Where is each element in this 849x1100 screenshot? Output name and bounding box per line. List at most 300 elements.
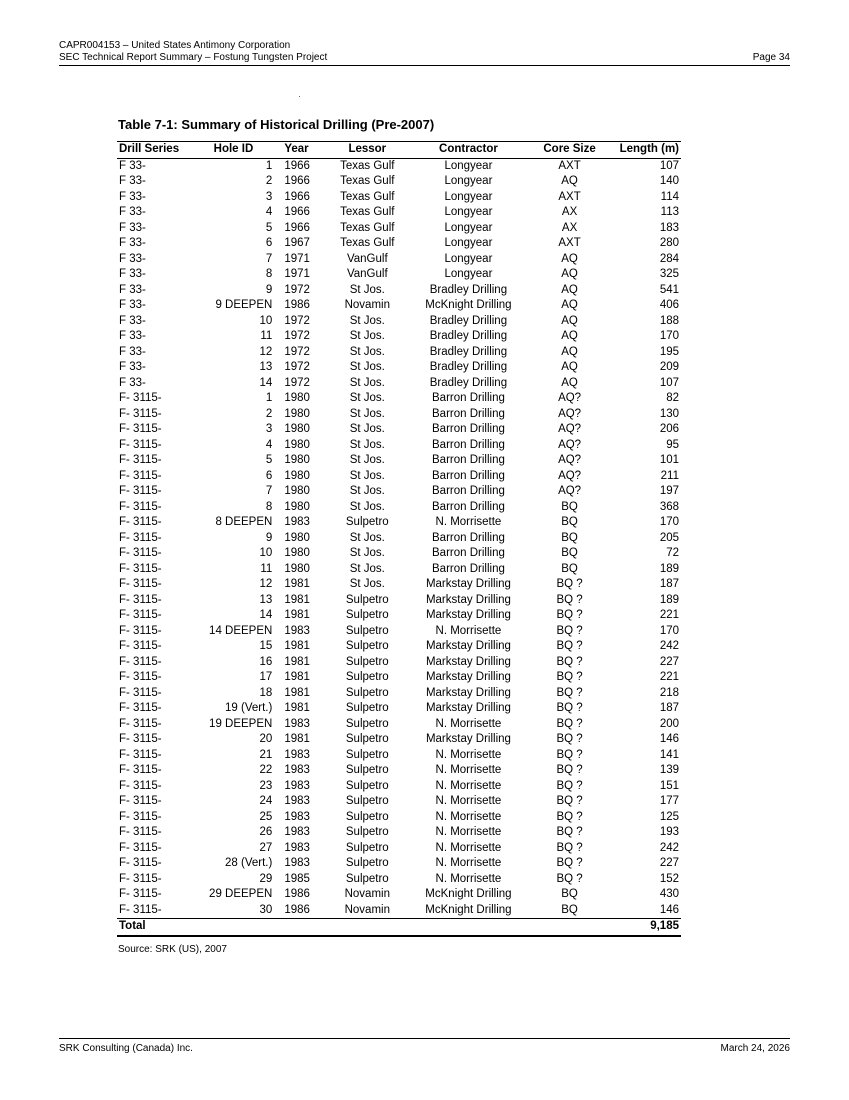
cell-year: 1966 (284, 221, 310, 234)
cell-length: 125 (659, 810, 679, 823)
cell-lessor: St Jos. (349, 547, 385, 559)
cell-year: 1972 (284, 283, 310, 296)
cell-contractor: Longyear (444, 190, 493, 203)
cell-length: 107 (659, 376, 679, 389)
table-row (117, 515, 681, 531)
cell-core-size: BQ ? (556, 640, 583, 652)
cell-length: 139 (659, 764, 679, 776)
cell-year: 1983 (284, 624, 310, 637)
cell-contractor: Markstay Drilling (425, 686, 511, 699)
cell-core-size: AQ? (558, 438, 582, 451)
cell-hole-id: 9 (265, 531, 273, 544)
cell-year: 1966 (284, 206, 310, 218)
cell-contractor: N. Morrisette (435, 779, 502, 792)
cell-year: 1966 (284, 190, 310, 203)
cell-lessor: St Jos. (349, 562, 385, 575)
cell-hole-id: 20 (259, 733, 273, 745)
cell-year: 1972 (284, 345, 310, 358)
cell-year: 1966 (284, 159, 310, 172)
col-core-size: Core Size (530, 142, 610, 159)
cell-contractor: Longyear (444, 159, 493, 172)
cell-core-size: BQ (561, 888, 578, 900)
footer-date: March 24, 2026 (720, 1043, 790, 1054)
table-row (117, 453, 681, 469)
cell-hole-id: 13 (259, 593, 273, 606)
table-row (117, 329, 681, 345)
cell-core-size: BQ (561, 516, 578, 528)
cell-lessor: St Jos. (349, 407, 385, 420)
cell-length: 187 (659, 578, 679, 590)
cell-lessor: Sulpetro (345, 655, 389, 668)
cell-year: 1981 (284, 578, 310, 590)
cell-hole-id: 9 (265, 283, 273, 296)
table-row (117, 686, 681, 702)
cell-length: 188 (659, 314, 679, 327)
cell-length: 200 (659, 717, 679, 730)
cell-drill-series: F- 3115- (119, 779, 162, 792)
cell-drill-series: F- 3115- (119, 469, 162, 482)
cell-core-size: BQ ? (556, 686, 583, 699)
cell-contractor: N. Morrisette (435, 795, 502, 807)
cell-hole-id: 12 (259, 345, 273, 358)
cell-year: 1981 (284, 593, 310, 606)
cell-drill-series: F- 3115- (119, 454, 162, 466)
cell-core-size: BQ (561, 547, 578, 559)
cell-lessor: Sulpetro (345, 516, 389, 528)
cell-hole-id: 6 (265, 237, 273, 249)
cell-core-size: BQ ? (556, 779, 583, 792)
cell-drill-series: F 33- (119, 283, 146, 296)
cell-hole-id: 3 (265, 423, 273, 435)
cell-year: 1981 (284, 609, 310, 621)
cell-lessor: Texas Gulf (340, 190, 395, 203)
cell-hole-id: 5 (265, 454, 273, 466)
cell-length: 284 (659, 252, 679, 265)
col-year: Year (274, 142, 327, 159)
cell-length: 152 (659, 872, 679, 885)
cell-hole-id: 18 (259, 686, 273, 699)
cell-lessor: St Jos. (349, 283, 385, 296)
cell-lessor: St Jos. (349, 423, 385, 435)
cell-drill-series: F 33- (119, 268, 146, 280)
table-row (117, 360, 681, 376)
cell-hole-id: 23 (259, 779, 273, 792)
cell-drill-series: F- 3115- (119, 392, 162, 404)
cell-hole-id: 9 DEEPEN (215, 299, 273, 311)
cell-length: 195 (659, 345, 679, 358)
cell-contractor: Markstay Drilling (425, 702, 511, 714)
cell-core-size: AQ (561, 299, 578, 311)
cell-year: 1980 (284, 392, 310, 404)
cell-drill-series: F- 3115- (119, 841, 162, 854)
cell-core-size: BQ ? (556, 872, 583, 885)
table-row (117, 763, 681, 779)
cell-year: 1983 (284, 516, 310, 528)
cell-lessor: Sulpetro (345, 640, 389, 652)
table-row (117, 577, 681, 593)
total-value: 9,185 (609, 919, 681, 936)
cell-hole-id: 21 (259, 748, 273, 761)
cell-core-size: BQ ? (556, 857, 583, 869)
cell-drill-series: F- 3115- (119, 903, 162, 916)
cell-lessor: Novamin (344, 903, 390, 916)
cell-year: 1981 (284, 733, 310, 745)
table-row (117, 670, 681, 686)
cell-drill-series: F- 3115- (119, 717, 162, 730)
cell-lessor: VanGulf (346, 252, 388, 265)
cell-lessor: VanGulf (346, 268, 388, 280)
cell-length: 189 (659, 562, 679, 575)
cell-core-size: BQ ? (556, 655, 583, 668)
cell-drill-series: F- 3115- (119, 748, 162, 761)
table-row (117, 484, 681, 500)
cell-length: 151 (659, 779, 679, 792)
cell-drill-series: F- 3115- (119, 686, 162, 699)
cell-length: 140 (659, 175, 679, 187)
cell-year: 1980 (284, 547, 310, 559)
cell-drill-series: F- 3115- (119, 516, 162, 528)
header-report-title: SEC Technical Report Summary – Fostung Tungsten Project (59, 52, 328, 63)
table-row (117, 267, 681, 283)
cell-drill-series: F- 3115- (119, 872, 162, 885)
cell-hole-id: 15 (259, 640, 273, 652)
cell-drill-series: F- 3115- (119, 826, 162, 838)
cell-hole-id: 11 (260, 330, 273, 342)
cell-drill-series: F 33- (119, 221, 146, 234)
cell-core-size: BQ ? (556, 764, 583, 776)
cell-contractor: Longyear (444, 252, 493, 265)
cell-lessor: Sulpetro (345, 841, 389, 854)
cell-length: 114 (660, 190, 679, 203)
cell-contractor: N. Morrisette (435, 764, 502, 776)
cell-contractor: Longyear (444, 206, 493, 218)
header-company: CAPR004153 – United States Antimony Corporation (59, 40, 291, 51)
cell-hole-id: 29 (259, 872, 273, 885)
cell-length: 206 (659, 423, 679, 435)
table-row (117, 562, 681, 578)
cell-contractor: Markstay Drilling (425, 578, 511, 590)
cell-core-size: AQ? (558, 407, 582, 420)
table-row (117, 438, 681, 454)
cell-hole-id: 11 (260, 562, 273, 575)
drilling-table (117, 141, 681, 937)
cell-length: 325 (659, 268, 679, 280)
cell-year: 1980 (284, 562, 310, 575)
cell-core-size: AQ? (558, 485, 582, 497)
cell-core-size: AQ (561, 361, 578, 373)
table-row (117, 887, 681, 903)
cell-core-size: BQ ? (556, 624, 583, 637)
cell-lessor: St Jos. (349, 500, 385, 513)
cell-drill-series: F 33- (119, 361, 146, 373)
cell-lessor: St Jos. (349, 330, 385, 342)
cell-contractor: Barron Drilling (432, 438, 505, 451)
cell-hole-id: 14 (259, 609, 273, 621)
cell-length: 221 (659, 609, 679, 621)
cell-year: 1985 (284, 872, 310, 885)
cell-drill-series: F 33- (119, 190, 146, 203)
cell-drill-series: F 33- (119, 175, 146, 187)
cell-drill-series: F 33- (119, 206, 146, 218)
cell-core-size: AQ (561, 330, 578, 342)
cell-year: 1972 (284, 376, 310, 389)
cell-year: 1980 (284, 500, 310, 513)
table-row (117, 593, 681, 609)
col-contractor: Contractor (407, 142, 530, 159)
cell-length: 193 (659, 826, 679, 838)
cell-core-size: BQ ? (556, 717, 583, 730)
cell-year: 1981 (284, 655, 310, 668)
cell-drill-series: F- 3115- (119, 764, 162, 776)
cell-core-size: AQ? (558, 392, 582, 404)
cell-contractor: Barron Drilling (432, 392, 505, 404)
cell-contractor: Barron Drilling (432, 531, 505, 544)
cell-core-size: AXT (558, 237, 581, 249)
cell-hole-id: 10 (259, 547, 273, 559)
cell-core-size: AX (561, 206, 578, 218)
cell-length: 406 (659, 299, 679, 311)
table-row (117, 298, 681, 314)
cell-lessor: Sulpetro (345, 826, 389, 838)
table-row (117, 810, 681, 826)
cell-length: 170 (659, 330, 679, 342)
cell-contractor: Longyear (444, 221, 493, 234)
cell-core-size: AX (561, 221, 578, 234)
cell-lessor: Sulpetro (345, 609, 389, 621)
cell-drill-series: F- 3115- (119, 593, 162, 606)
cell-drill-series: F- 3115- (119, 624, 162, 637)
col-length: Length (m) (609, 142, 681, 159)
cell-lessor: Sulpetro (345, 810, 389, 823)
cell-year: 1983 (284, 810, 310, 823)
cell-contractor: Longyear (444, 237, 493, 249)
cell-lessor: St Jos. (349, 454, 385, 466)
cell-contractor: Longyear (444, 175, 493, 187)
cell-hole-id: 14 (259, 376, 273, 389)
cell-lessor: St Jos. (349, 361, 385, 373)
cell-hole-id: 14 DEEPEN (209, 624, 273, 637)
cell-hole-id: 8 (265, 268, 273, 280)
cell-lessor: St Jos. (349, 314, 385, 327)
cell-core-size: AQ (561, 252, 578, 265)
cell-length: 187 (659, 702, 679, 714)
cell-year: 1980 (284, 531, 310, 544)
cell-contractor: Bradley Drilling (429, 361, 508, 373)
cell-hole-id: 8 (265, 500, 273, 513)
table-title: Table 7-1: Summary of Historical Drilling (Pre-2007) (118, 117, 435, 132)
cell-year: 1971 (284, 268, 310, 280)
cell-year: 1980 (284, 485, 310, 497)
cell-drill-series: F 33- (119, 345, 146, 358)
cell-length: 189 (659, 593, 679, 606)
cell-lessor: St Jos. (349, 376, 385, 389)
cell-length: 280 (659, 237, 679, 249)
cell-length: 242 (659, 640, 679, 652)
col-lessor: Lessor (327, 142, 407, 159)
cell-contractor: Barron Drilling (432, 562, 505, 575)
cell-lessor: Sulpetro (345, 733, 389, 745)
cell-year: 1986 (284, 888, 310, 900)
cell-year: 1980 (284, 423, 310, 435)
cell-hole-id: 6 (265, 469, 273, 482)
cell-contractor: N. Morrisette (435, 717, 502, 730)
cell-hole-id: 19 DEEPEN (209, 717, 273, 730)
cell-drill-series: F 33- (119, 314, 146, 327)
cell-core-size: BQ (561, 562, 578, 575)
footer-company: SRK Consulting (Canada) Inc. (59, 1043, 193, 1054)
cell-length: 146 (659, 903, 679, 916)
cell-core-size: AQ (561, 345, 578, 358)
table-header-row (117, 142, 681, 159)
cell-contractor: McKnight Drilling (425, 299, 512, 311)
cell-contractor: Bradley Drilling (429, 314, 508, 327)
cell-core-size: BQ ? (556, 841, 583, 854)
cell-length: 170 (659, 516, 679, 528)
table-row (117, 174, 681, 190)
cell-drill-series: F 33- (119, 299, 146, 311)
cell-core-size: BQ ? (556, 593, 583, 606)
cell-length: 227 (659, 655, 679, 668)
cell-length: 72 (666, 547, 679, 559)
cell-core-size: BQ ? (556, 795, 583, 807)
cell-lessor: St Jos. (349, 578, 385, 590)
cell-core-size: AQ (561, 283, 578, 296)
cell-core-size: AQ? (558, 454, 582, 466)
cell-drill-series: F- 3115- (119, 609, 162, 621)
cell-length: 183 (659, 221, 679, 234)
cell-contractor: Barron Drilling (432, 485, 505, 497)
cell-lessor: Texas Gulf (340, 159, 395, 172)
cell-lessor: Sulpetro (345, 686, 389, 699)
cell-length: 541 (659, 283, 679, 296)
cell-drill-series: F- 3115- (119, 500, 162, 513)
cell-drill-series: F- 3115- (119, 795, 162, 807)
cell-drill-series: F 33- (119, 376, 146, 389)
table-row (117, 624, 681, 640)
cell-hole-id: 28 (Vert.) (225, 857, 273, 869)
stray-mark (299, 96, 300, 97)
table-row (117, 856, 681, 872)
cell-lessor: Sulpetro (345, 748, 389, 761)
cell-contractor: Markstay Drilling (425, 733, 511, 745)
table-row (117, 345, 681, 361)
total-label: Total (117, 919, 193, 936)
cell-year: 1983 (284, 841, 310, 854)
cell-lessor: St Jos. (349, 469, 385, 482)
header-rule (59, 65, 790, 66)
cell-year: 1986 (284, 299, 310, 311)
table-row (117, 779, 681, 795)
cell-drill-series: F- 3115- (119, 423, 162, 435)
cell-drill-series: F- 3115- (119, 485, 162, 497)
cell-contractor: McKnight Drilling (425, 888, 512, 900)
cell-drill-series: F- 3115- (119, 578, 162, 590)
cell-length: 113 (660, 206, 679, 218)
table-row (117, 221, 681, 237)
cell-contractor: Markstay Drilling (425, 655, 511, 668)
cell-lessor: Sulpetro (345, 779, 389, 792)
cell-hole-id: 30 (259, 903, 273, 916)
table-row (117, 158, 681, 174)
table-row (117, 236, 681, 252)
table-source: Source: SRK (US), 2007 (118, 944, 227, 955)
table-row (117, 252, 681, 268)
table-row (117, 546, 681, 562)
cell-year: 1983 (284, 717, 310, 730)
cell-contractor: Barron Drilling (432, 469, 505, 482)
cell-hole-id: 22 (259, 764, 273, 776)
cell-length: 227 (659, 857, 679, 869)
cell-drill-series: F- 3115- (119, 655, 162, 668)
cell-hole-id: 13 (259, 361, 273, 373)
cell-length: 82 (666, 392, 679, 404)
cell-length: 197 (659, 485, 679, 497)
cell-contractor: N. Morrisette (435, 841, 502, 854)
cell-length: 107 (659, 159, 679, 172)
cell-contractor: N. Morrisette (435, 748, 502, 761)
cell-contractor: Bradley Drilling (429, 330, 508, 342)
cell-core-size: BQ (561, 531, 578, 544)
cell-core-size: BQ ? (556, 748, 583, 761)
cell-length: 218 (659, 686, 679, 699)
cell-year: 1980 (284, 407, 310, 420)
cell-core-size: BQ (561, 500, 578, 513)
cell-lessor: Sulpetro (345, 702, 389, 714)
cell-hole-id: 4 (265, 438, 273, 451)
cell-lessor: Sulpetro (345, 671, 389, 683)
cell-contractor: Markstay Drilling (425, 640, 511, 652)
cell-contractor: McKnight Drilling (425, 903, 512, 916)
cell-length: 141 (659, 748, 679, 761)
table-row (117, 190, 681, 206)
cell-lessor: St Jos. (349, 392, 385, 404)
cell-core-size: BQ ? (556, 826, 583, 838)
cell-core-size: AQ? (558, 423, 582, 435)
cell-lessor: St Jos. (349, 531, 385, 544)
cell-core-size: AQ (561, 314, 578, 327)
table-row (117, 205, 681, 221)
cell-year: 1983 (284, 795, 310, 807)
cell-drill-series: F- 3115- (119, 857, 162, 869)
cell-lessor: Sulpetro (345, 624, 389, 637)
cell-length: 130 (659, 407, 679, 420)
cell-drill-series: F- 3115- (119, 438, 162, 451)
cell-drill-series: F- 3115- (119, 531, 162, 544)
cell-length: 211 (660, 469, 679, 482)
cell-drill-series: F- 3115- (119, 562, 162, 575)
table-row (117, 314, 681, 330)
col-drill-series: Drill Series (117, 142, 193, 159)
cell-hole-id: 4 (265, 206, 273, 218)
cell-drill-series: F- 3115- (119, 547, 162, 559)
cell-length: 95 (666, 438, 679, 451)
table-row (117, 701, 681, 717)
total-row (117, 919, 681, 936)
cell-hole-id: 24 (259, 795, 273, 807)
cell-hole-id: 5 (265, 221, 273, 234)
cell-core-size: BQ ? (556, 609, 583, 621)
cell-length: 146 (659, 733, 679, 745)
cell-drill-series: F 33- (119, 237, 146, 249)
cell-year: 1967 (284, 237, 310, 249)
cell-lessor: Sulpetro (345, 857, 389, 869)
cell-lessor: Sulpetro (345, 764, 389, 776)
cell-lessor: Novamin (344, 299, 390, 311)
cell-hole-id: 1 (265, 159, 273, 172)
cell-drill-series: F 33- (119, 159, 146, 172)
table-row (117, 500, 681, 516)
cell-year: 1980 (284, 454, 310, 466)
